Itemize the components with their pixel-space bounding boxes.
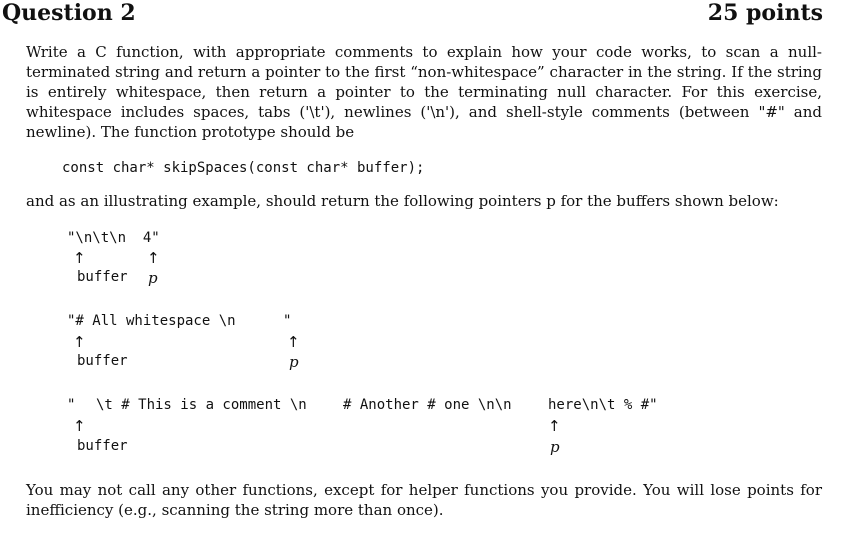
example-3-p-label: p bbox=[550, 438, 560, 456]
example-3-string-part3: here\n\t % #" bbox=[548, 397, 658, 413]
example-2-string-end: " bbox=[283, 313, 292, 329]
example-2-p-arrow: ↑ bbox=[287, 333, 300, 351]
example-2-string: "# All whitespace \n bbox=[67, 313, 236, 329]
intro-paragraph: Write a C function, with appropriate comments to explain how your code works, to scan a null-terminated string and return a pointer to the first “non-whitespace” character in the string. If the string is entirely whitespace, then return a pointer to the terminating null character. For this exercise, whitespace includes spaces, tabs ('\t'), newlines ('\n'), and shell-style comments (between "#" and newline). The function prototype should be bbox=[26, 43, 822, 141]
example-intro: and as an illustrating example, should return the following pointers p for the buffers shown below: bbox=[26, 192, 779, 210]
outro-paragraph: You may not call any other functions, except for helper functions you provide. You will lose points for inefficiency (e.g., scanning the string more than once). bbox=[26, 481, 822, 519]
example-1-string: "\n\t\n 4" bbox=[67, 230, 160, 246]
example-3-buffer-label: buffer bbox=[77, 438, 128, 454]
example-2-buffer-arrow: ↑ bbox=[73, 333, 86, 351]
question-title: Question 2 bbox=[2, 0, 136, 26]
example-3-p-arrow: ↑ bbox=[548, 417, 561, 435]
example-1-p-label: p bbox=[148, 269, 158, 287]
example-1-p-arrow: ↑ bbox=[147, 249, 160, 267]
example-1-buffer-arrow: ↑ bbox=[73, 249, 86, 267]
function-prototype: const char* skipSpaces(const char* buffer); bbox=[62, 160, 425, 176]
example-3-buffer-arrow: ↑ bbox=[73, 417, 86, 435]
example-3-string-open: " bbox=[67, 397, 76, 413]
example-2-p-label: p bbox=[289, 353, 299, 371]
example-3-string-part1: \t # This is a comment \n bbox=[96, 397, 307, 413]
example-3-string-part2: # Another # one \n\n bbox=[343, 397, 512, 413]
question-points: 25 points bbox=[707, 0, 823, 26]
example-1-buffer-label: buffer bbox=[77, 269, 128, 285]
example-2-buffer-label: buffer bbox=[77, 353, 128, 369]
